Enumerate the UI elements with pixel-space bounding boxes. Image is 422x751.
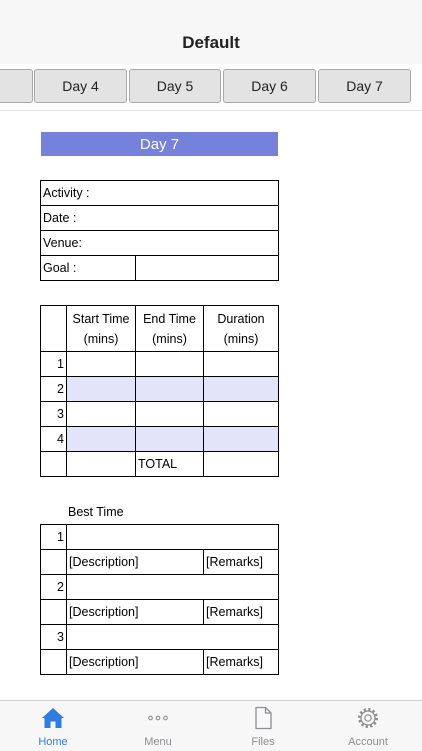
tab-menu-label: Menu <box>144 736 172 748</box>
best-time-label: Best Time <box>68 505 124 519</box>
file-icon <box>251 706 275 730</box>
best-time-table <box>40 524 279 675</box>
best-time-detail-row <box>41 550 279 575</box>
tab-account[interactable] <box>328 701 408 751</box>
header-empty-cell <box>41 306 67 352</box>
row-number: 3 <box>41 402 67 427</box>
best-time-value-cell[interactable] <box>67 525 279 550</box>
end-time-cell[interactable] <box>136 377 204 402</box>
table-row <box>41 402 279 427</box>
bottom-tab-bar <box>0 700 422 751</box>
row-number: 4 <box>41 427 67 452</box>
row-number: 2 <box>41 377 67 402</box>
start-time-cell[interactable] <box>67 402 136 427</box>
table-row <box>41 377 279 402</box>
best-time-row <box>41 525 279 550</box>
tab-day-4[interactable]: Day 4 <box>34 69 127 103</box>
venue-field[interactable]: Venue: <box>41 231 279 256</box>
end-time-cell[interactable] <box>136 402 204 427</box>
tab-day-6[interactable]: Day 6 <box>223 69 316 103</box>
remarks-cell[interactable]: [Remarks] <box>204 550 279 575</box>
tab-day-3[interactable] <box>0 69 33 103</box>
start-time-cell[interactable] <box>67 352 136 377</box>
tab-day-7[interactable]: Day 7 <box>318 69 411 103</box>
end-time-cell[interactable] <box>136 427 204 452</box>
empty-cell <box>41 650 67 675</box>
start-time-cell[interactable] <box>67 377 136 402</box>
home-icon <box>41 706 65 730</box>
row-number: 1 <box>41 352 67 377</box>
empty-cell <box>41 550 67 575</box>
header-end-time: End Time (mins) <box>136 306 204 352</box>
goal-field[interactable] <box>136 256 279 281</box>
best-time-detail-row <box>41 650 279 675</box>
duration-cell[interactable] <box>204 377 279 402</box>
best-time-row <box>41 625 279 650</box>
description-cell[interactable]: [Description] <box>67 600 204 625</box>
description-cell[interactable]: [Description] <box>67 650 204 675</box>
time-table <box>40 305 279 477</box>
activity-field[interactable]: Activity : <box>41 181 279 206</box>
activity-info-table <box>40 180 279 281</box>
best-time-number: 3 <box>41 625 67 650</box>
best-time-row <box>41 575 279 600</box>
day-title-banner: Day 7 <box>41 132 278 156</box>
best-time-number: 2 <box>41 575 67 600</box>
best-time-detail-row <box>41 600 279 625</box>
best-time-number: 1 <box>41 525 67 550</box>
description-cell[interactable]: [Description] <box>67 550 204 575</box>
tab-menu[interactable] <box>118 701 198 751</box>
total-row <box>41 452 279 477</box>
empty-cell <box>41 600 67 625</box>
best-time-value-cell[interactable] <box>67 575 279 600</box>
table-row <box>41 352 279 377</box>
remarks-cell[interactable]: [Remarks] <box>204 600 279 625</box>
tab-files[interactable] <box>223 701 303 751</box>
date-field[interactable]: Date : <box>41 206 279 231</box>
total-empty-cell <box>67 452 136 477</box>
header-start-time: Start Time (mins) <box>67 306 136 352</box>
navigation-bar <box>0 0 422 65</box>
duration-cell[interactable] <box>204 352 279 377</box>
tab-home-label: Home <box>38 736 68 748</box>
remarks-cell[interactable]: [Remarks] <box>204 650 279 675</box>
page-title: Default <box>182 33 240 52</box>
header-duration: Duration (mins) <box>204 306 279 352</box>
duration-cell[interactable] <box>204 402 279 427</box>
tab-files-label: Files <box>251 736 275 748</box>
table-row <box>41 427 279 452</box>
goal-label: Goal : <box>41 256 136 281</box>
best-time-value-cell[interactable] <box>67 625 279 650</box>
more-icon <box>146 706 170 730</box>
day-tab-strip[interactable] <box>0 64 422 111</box>
total-duration-cell[interactable] <box>204 452 279 477</box>
tab-account-label: Account <box>348 736 388 748</box>
tab-day-5[interactable]: Day 5 <box>129 69 221 103</box>
total-label: TOTAL <box>136 452 204 477</box>
duration-cell[interactable] <box>204 427 279 452</box>
total-empty-cell <box>41 452 67 477</box>
gear-icon <box>356 706 380 730</box>
end-time-cell[interactable] <box>136 352 204 377</box>
tab-home[interactable] <box>13 701 93 751</box>
start-time-cell[interactable] <box>67 427 136 452</box>
